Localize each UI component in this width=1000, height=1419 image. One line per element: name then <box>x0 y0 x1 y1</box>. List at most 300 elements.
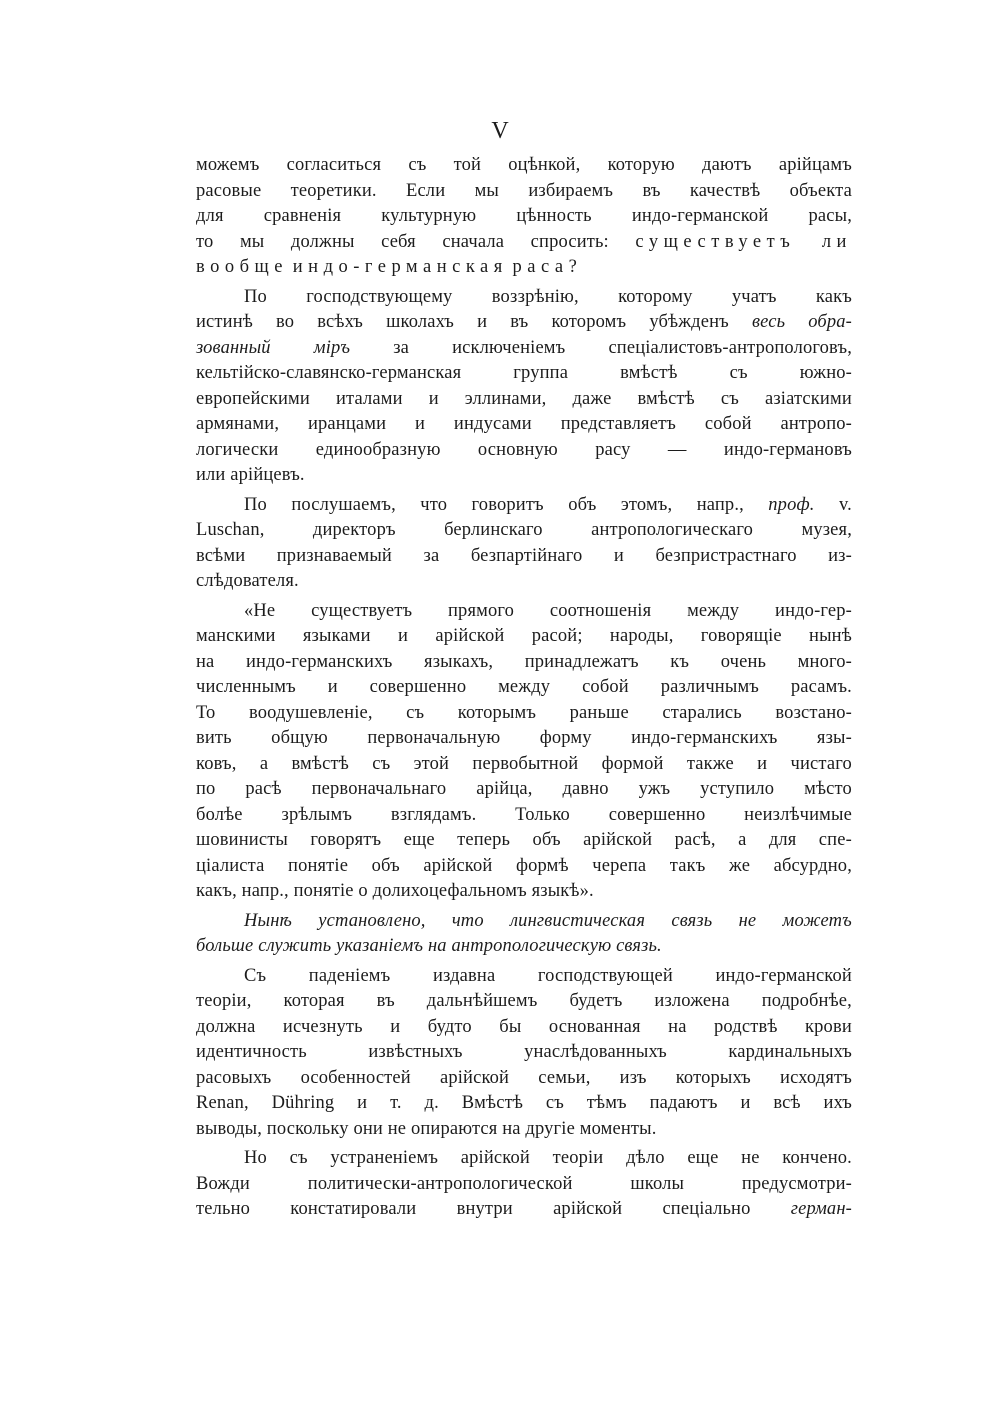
word: издавна <box>432 965 496 986</box>
word: вить <box>196 728 232 748</box>
word: долихоцефальномъ <box>372 881 527 901</box>
word: «Не <box>244 600 276 621</box>
word: Вожди <box>196 1173 250 1194</box>
word: родствѣ <box>714 1016 778 1037</box>
word: еще <box>403 830 435 850</box>
word: воззрѣнію, <box>491 286 579 307</box>
word: объ <box>532 830 561 850</box>
text-line <box>196 1091 852 1117</box>
text-line <box>196 989 852 1015</box>
text-line <box>196 701 852 727</box>
word: шовинисты <box>196 830 289 850</box>
word: проф. <box>768 494 815 515</box>
word: Но <box>244 1148 267 1168</box>
word: существуетъ <box>635 231 796 252</box>
word: объ <box>568 494 597 515</box>
word: всѣми <box>196 545 246 566</box>
word: можетъ <box>782 910 852 931</box>
word: культурную <box>381 206 477 226</box>
text-line <box>196 675 852 701</box>
word: съ <box>406 702 425 723</box>
word: должна <box>196 1016 256 1037</box>
text-line <box>196 412 852 438</box>
word: и <box>613 545 624 566</box>
word: подробнѣе, <box>761 991 852 1011</box>
word: въ <box>642 180 661 201</box>
word: что <box>420 494 448 515</box>
word: логически <box>196 439 279 460</box>
word: на <box>668 1016 687 1037</box>
text-line <box>196 909 852 935</box>
word: Если <box>406 180 446 201</box>
word: изъ <box>619 1067 647 1088</box>
word: различнымъ <box>660 677 760 697</box>
word: кончено. <box>782 1148 852 1168</box>
word: теоріи <box>552 1148 604 1168</box>
word: спеціально <box>662 1199 751 1219</box>
word: абсурдно, <box>773 855 852 876</box>
word: соотношенія <box>549 600 652 621</box>
word: индо-германскихъ <box>631 728 778 748</box>
word: возстано- <box>775 702 852 723</box>
word: нынѣ <box>809 626 852 646</box>
word: должны <box>290 231 355 252</box>
word: тѣмъ <box>586 1093 627 1113</box>
word: старались <box>662 702 742 723</box>
text-line <box>196 1172 852 1198</box>
word: совершенно <box>608 804 706 825</box>
word: мѣсто <box>804 779 852 799</box>
word: предусмотри- <box>741 1173 852 1194</box>
word: или <box>196 465 226 485</box>
word: Вмѣстѣ <box>461 1093 524 1113</box>
word: съ <box>545 1093 564 1113</box>
word: азіатскими <box>764 388 852 409</box>
word: основную <box>477 439 558 460</box>
word: численнымъ <box>196 677 296 697</box>
word: расу <box>595 439 631 460</box>
word: во <box>276 312 295 332</box>
word: и <box>398 626 409 646</box>
word: другіе <box>525 1118 575 1139</box>
text-line <box>196 650 852 676</box>
word: бы <box>499 1016 522 1037</box>
word: которомъ <box>551 312 627 332</box>
text-line <box>196 230 852 256</box>
word: общую <box>271 728 328 748</box>
text-line <box>196 1146 852 1172</box>
text-line <box>196 1117 852 1143</box>
word: По <box>244 494 267 515</box>
word: міръ <box>313 337 351 358</box>
word: на <box>502 1118 521 1139</box>
text-line <box>196 361 852 387</box>
word: которая <box>283 991 345 1011</box>
text-line <box>196 1015 852 1041</box>
word: вмѣстѣ <box>291 753 349 774</box>
text-line <box>196 493 852 519</box>
word: напр., <box>696 494 744 515</box>
word: арійской <box>435 626 505 646</box>
word: качествѣ <box>689 180 761 201</box>
word: съ <box>289 1148 308 1168</box>
word: индо-германской <box>631 206 769 226</box>
word: Dühring <box>271 1093 335 1113</box>
word: арійской <box>583 830 653 850</box>
word: говорятъ <box>310 830 382 850</box>
word: за <box>423 545 440 566</box>
word: — <box>667 439 687 460</box>
text-line <box>196 1197 852 1223</box>
word: арійской <box>440 1067 510 1088</box>
word: то <box>196 231 214 252</box>
word: манскими <box>196 626 276 646</box>
word: связь <box>671 910 713 931</box>
word: безпартійнаго <box>470 545 583 566</box>
text-line <box>196 1040 852 1066</box>
text-line <box>196 964 852 990</box>
word: послушаемъ, <box>291 494 396 515</box>
word: крови <box>805 1016 852 1037</box>
word: этой <box>413 753 450 774</box>
word: которому <box>618 286 693 307</box>
word: даже <box>572 388 612 409</box>
word: поскольку <box>266 1118 349 1139</box>
word: о <box>358 881 368 901</box>
word: понятіе <box>293 881 354 901</box>
word: много- <box>797 651 852 672</box>
word: ли <box>821 231 852 252</box>
word: расовыхъ <box>196 1067 272 1088</box>
word: исходятъ <box>780 1067 852 1088</box>
word: эллинами, <box>464 388 547 409</box>
word: по <box>196 779 216 799</box>
word: v. <box>838 494 852 515</box>
word: дѣло <box>626 1148 665 1168</box>
word: какъ <box>815 286 852 307</box>
word: т. <box>390 1093 402 1113</box>
word: вмѣстѣ <box>620 363 678 383</box>
text-line <box>196 1066 852 1092</box>
word: также <box>686 753 734 774</box>
word: избираемъ <box>528 180 614 201</box>
word: первоначальнаго <box>311 779 447 799</box>
word: къ <box>670 651 690 672</box>
word: антропологическую <box>451 936 612 956</box>
page-number: V <box>491 118 509 144</box>
word: слѣдователя. <box>196 571 299 591</box>
word: южно- <box>799 363 852 383</box>
word: То <box>196 702 216 723</box>
word: язы- <box>816 728 852 748</box>
word: индо-германская <box>292 257 508 277</box>
word: и <box>757 753 768 774</box>
word: семьи, <box>538 1067 591 1088</box>
word: больше <box>196 936 254 956</box>
word: расы, <box>808 206 852 226</box>
word: Luschan, <box>196 520 265 540</box>
word: между <box>687 600 740 621</box>
word: установлено, <box>318 910 426 931</box>
word: группа <box>513 363 569 383</box>
word: арійской <box>423 855 493 876</box>
word: что <box>451 910 484 931</box>
word: не <box>741 1148 760 1168</box>
word: объекта <box>789 180 852 201</box>
word: зованный <box>196 337 271 358</box>
text-line <box>196 255 852 281</box>
word: безпристрастнаго <box>655 545 797 566</box>
word: и <box>327 677 338 697</box>
word: и <box>477 312 488 332</box>
word: прямого <box>448 600 515 621</box>
text-line <box>196 310 852 336</box>
word: не <box>738 910 757 931</box>
text-line <box>196 336 852 362</box>
word: Нынѣ <box>244 910 293 931</box>
word: черепа <box>592 855 647 876</box>
word: школы <box>630 1173 685 1194</box>
word: директоръ <box>312 520 396 540</box>
word: форму <box>539 728 592 748</box>
word: оцѣнкой, <box>508 155 581 175</box>
word: антропо- <box>780 414 852 434</box>
word: для <box>196 206 224 226</box>
word: съ <box>372 753 391 774</box>
word: языкѣ». <box>531 881 594 901</box>
word: съ <box>729 363 748 383</box>
word: а <box>259 753 269 774</box>
word: ужъ <box>638 779 671 799</box>
word: первоначальную <box>367 728 501 748</box>
word: воодушевленіе, <box>249 702 373 723</box>
word: совершенно <box>369 677 467 697</box>
text-line <box>196 854 852 880</box>
word: мы <box>239 231 265 252</box>
word: падаютъ <box>649 1093 718 1113</box>
word: между <box>498 677 551 697</box>
word: съ <box>408 155 427 175</box>
word: въ <box>510 312 529 332</box>
word: той <box>453 155 482 175</box>
word: вмѣстѣ <box>637 388 695 409</box>
word: из- <box>828 545 852 566</box>
word: на <box>196 651 215 672</box>
word: Renan, <box>196 1093 249 1113</box>
word: болѣе <box>196 804 243 825</box>
word: еще <box>687 1148 719 1168</box>
word: истинѣ <box>196 312 253 332</box>
word: на <box>427 936 447 956</box>
text-line <box>196 387 852 413</box>
word: давно <box>562 779 609 799</box>
word: а <box>738 830 747 850</box>
word: расовые <box>196 180 262 201</box>
word: господствующей <box>537 965 673 986</box>
word: иранцами <box>307 414 387 434</box>
word: народы, <box>609 626 674 646</box>
word: зрѣлымъ <box>281 804 353 825</box>
word: и <box>740 1093 751 1113</box>
word: д. <box>424 1093 439 1113</box>
word: господствующему <box>306 286 453 307</box>
word: герман- <box>790 1199 852 1219</box>
word: расой; <box>531 626 583 646</box>
word: вообще <box>196 257 288 277</box>
word: лингвистическая <box>509 910 646 931</box>
text-line <box>196 544 852 570</box>
word: арійца, <box>476 779 533 799</box>
word: индо-германской <box>715 965 852 986</box>
text-line <box>196 153 852 179</box>
word: моменты. <box>579 1118 657 1139</box>
word: констатировали <box>290 1199 417 1219</box>
word: сначала <box>442 231 505 252</box>
word: кельтійско-славянско-германская <box>196 363 462 383</box>
text-line <box>196 803 852 829</box>
word: чистаго <box>790 753 852 774</box>
text-line <box>196 285 852 311</box>
word: даютъ <box>702 155 752 175</box>
word: устраненіемъ <box>330 1148 439 1168</box>
word: индо-германскихъ <box>246 651 393 672</box>
text-line <box>196 726 852 752</box>
word: они <box>353 1118 383 1139</box>
word: теоріи, <box>196 991 252 1011</box>
word: антропологическаго <box>591 520 754 540</box>
word: италами <box>335 388 403 409</box>
text-line <box>196 438 852 464</box>
word: первобытной <box>472 753 579 774</box>
text-line <box>196 518 852 544</box>
text-line <box>196 204 852 230</box>
word: раньше <box>569 702 629 723</box>
word: принадлежатъ <box>524 651 639 672</box>
word: раса? <box>512 257 583 277</box>
word: По <box>244 286 267 307</box>
text-line <box>196 752 852 778</box>
word: берлинскаго <box>444 520 543 540</box>
word: теоретики. <box>290 180 377 201</box>
word: очень <box>720 651 767 672</box>
word: учатъ <box>731 286 777 307</box>
text-line <box>196 599 852 625</box>
word: говорящіе <box>700 626 782 646</box>
word: изложена <box>654 991 730 1011</box>
word: арійцевъ. <box>230 465 305 485</box>
word: существуетъ <box>311 600 413 621</box>
word: объ <box>371 855 400 876</box>
word: сравненія <box>263 206 342 226</box>
word: кардинальныхъ <box>728 1042 852 1062</box>
word: европейскими <box>196 388 310 409</box>
text-line <box>196 777 852 803</box>
word: всѣхъ <box>317 312 364 332</box>
text-line <box>196 934 852 960</box>
word: единообразную <box>315 439 441 460</box>
word: индо-гер- <box>775 600 852 621</box>
word: индо-германовъ <box>723 439 852 460</box>
word: Только <box>515 804 570 825</box>
word: которымъ <box>457 702 537 723</box>
word: ковъ, <box>196 753 237 774</box>
word: какъ, <box>196 881 237 901</box>
word: паденіемъ <box>308 965 391 986</box>
word: исключеніемъ <box>452 337 566 358</box>
word: спеціалистовъ-антропологовъ, <box>608 337 852 358</box>
word: признаваемый <box>276 545 392 566</box>
word: теперь <box>457 830 511 850</box>
word: обра- <box>808 312 852 332</box>
word: же <box>729 855 751 876</box>
word: идентичность <box>196 1042 307 1062</box>
word: спросить: <box>530 231 609 252</box>
word: формой <box>601 753 664 774</box>
word: мы <box>474 180 499 201</box>
word: внутри <box>456 1199 513 1219</box>
word: не <box>387 1118 407 1139</box>
word: собой <box>704 414 752 434</box>
word: указаніемъ <box>336 936 424 956</box>
word: будто <box>427 1016 472 1037</box>
word: ціалиста <box>196 855 265 876</box>
text-line <box>196 179 852 205</box>
word: арійцамъ <box>778 155 852 175</box>
word: арійской <box>460 1148 530 1168</box>
word: исчезнуть <box>282 1016 363 1037</box>
word: школахъ <box>386 312 455 332</box>
word: спе- <box>818 830 852 850</box>
word: расѣ, <box>674 830 716 850</box>
word: особенностей <box>300 1067 411 1088</box>
word: всѣ <box>773 1093 801 1113</box>
text-line <box>196 828 852 854</box>
word: расѣ <box>245 779 282 799</box>
text-line <box>196 624 852 650</box>
word: расамъ. <box>790 677 852 697</box>
word: неизлѣчимые <box>744 804 852 825</box>
text-line <box>196 569 852 595</box>
word: индусами <box>453 414 532 434</box>
body-text <box>196 153 852 1223</box>
word: которыхъ <box>675 1067 751 1088</box>
word: весь <box>751 312 786 332</box>
word: убѣжденъ <box>649 312 729 332</box>
word: можемъ <box>196 155 260 175</box>
word: говоритъ <box>471 494 544 515</box>
word: армянами, <box>196 414 280 434</box>
word: себя <box>381 231 416 252</box>
word: связь. <box>616 936 662 956</box>
word: политически-антропологической <box>307 1173 573 1194</box>
word: и <box>428 388 439 409</box>
word: формѣ <box>516 855 569 876</box>
word: для <box>768 830 797 850</box>
word: и <box>357 1093 368 1113</box>
word: въ <box>376 991 395 1011</box>
word: арійской <box>553 1199 623 1219</box>
word: которую <box>607 155 675 175</box>
word: извѣстныхъ <box>368 1042 463 1062</box>
word: уступило <box>700 779 775 799</box>
word: дальнѣйшемъ <box>426 991 538 1011</box>
word: опираются <box>410 1118 498 1139</box>
word: языкахъ, <box>424 651 494 672</box>
word: напр., <box>241 881 289 901</box>
word: будетъ <box>569 991 623 1011</box>
word: понятіе <box>288 855 349 876</box>
word: собой <box>582 677 629 697</box>
